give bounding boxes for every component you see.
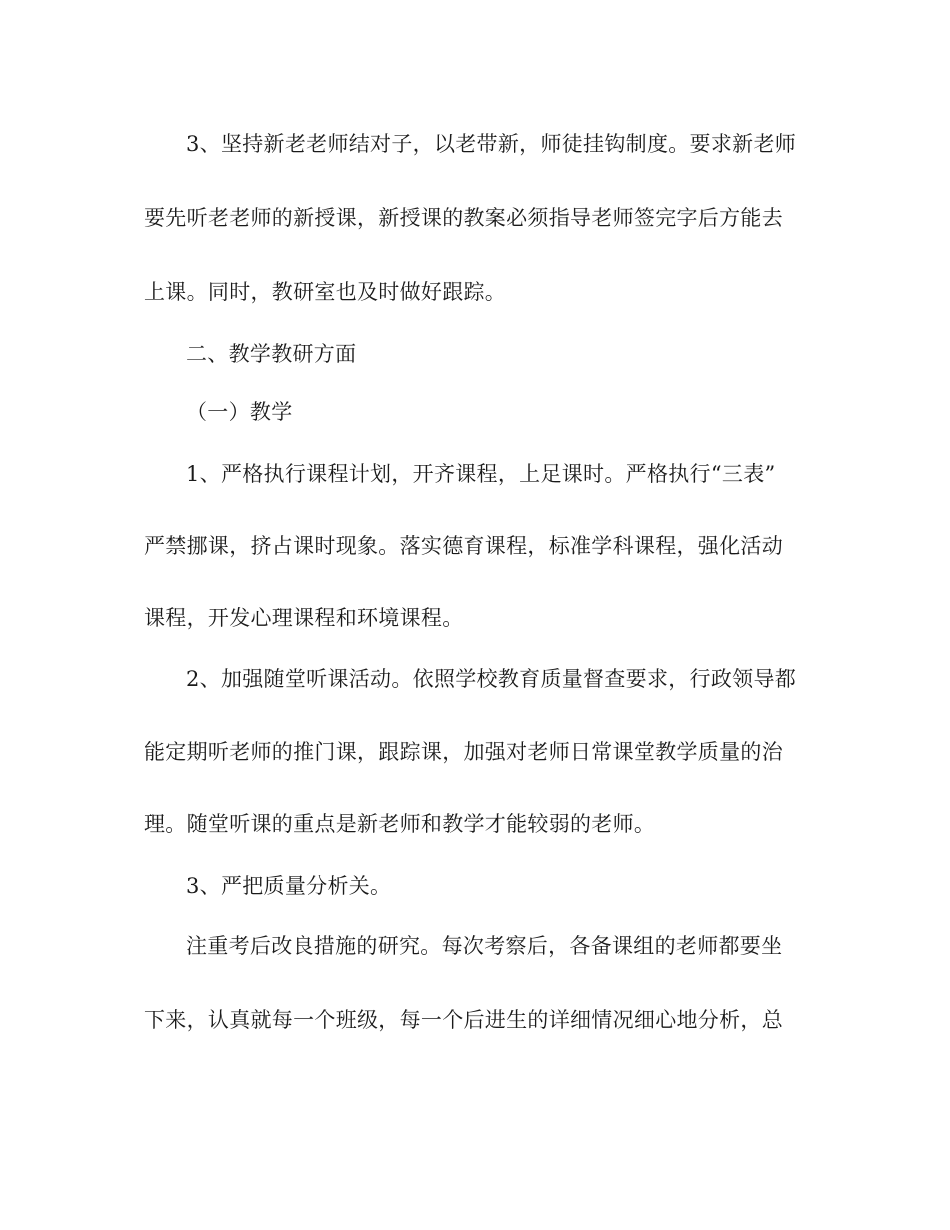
paragraph-line: 上课。同时，教研室也及时做好跟踪。 xyxy=(144,280,507,304)
paragraph-line: 课程，开发心理课程和环境课程。 xyxy=(144,606,464,630)
section-heading: 二、教学教研方面 xyxy=(186,342,357,366)
paragraph-line: 注重考后改良措施的研究。每次考察后，各备课组的老师都要坐 xyxy=(186,934,783,958)
subsection-heading: （一）教学 xyxy=(186,400,293,424)
paragraph-line: 严禁挪课，挤占课时现象。落实德育课程，标准学科课程，强化活动 xyxy=(144,534,783,558)
paragraph-line: 下来，认真就每一个班级，每一个后进生的详细情况细心地分析，总 xyxy=(144,1008,783,1032)
paragraph-line: 能定期听老师的推门课，跟踪课，加强对老师日常课堂教学质量的治 xyxy=(144,740,783,764)
paragraph-line: 理。随堂听课的重点是新老师和教学才能较弱的老师。 xyxy=(144,812,656,836)
paragraph-line: 1、严格执行课程计划，开齐课程，上足课时。严格执行“三表” xyxy=(186,462,776,486)
paragraph-line: 要先听老老师的新授课，新授课的教案必须指导老师签完字后方能去 xyxy=(144,206,783,230)
paragraph-line: 2、加强随堂听课活动。依照学校教育质量督查要求，行政领导都 xyxy=(186,667,797,691)
paragraph-line: 3、坚持新老老师结对子，以老带新，师徒挂钩制度。要求新老师 xyxy=(186,132,797,156)
paragraph-line: 3、严把质量分析关。 xyxy=(186,874,392,898)
